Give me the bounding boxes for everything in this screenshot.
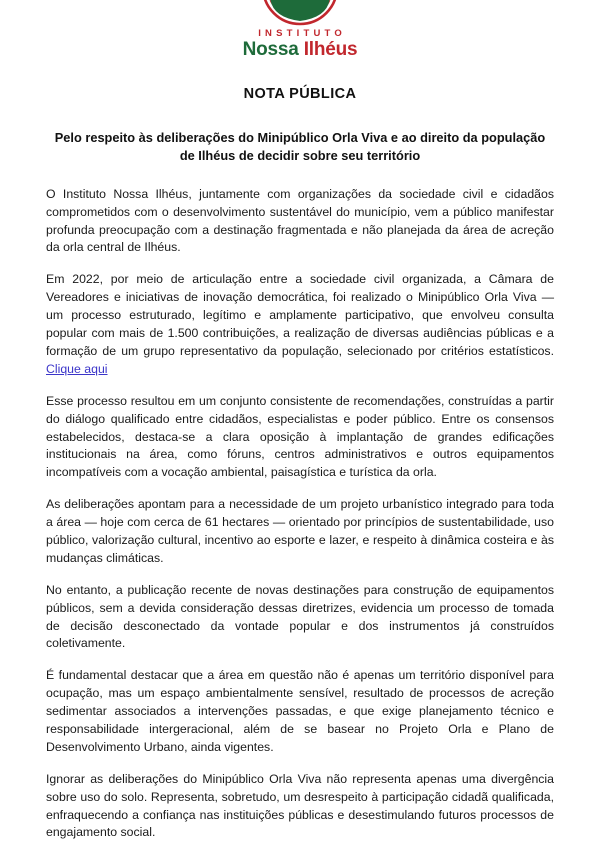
document-body [46,186,554,842]
document-page [0,86,600,842]
paragraph-7: Ignorar as deliberações do Minipúblico Orla Viva não representa apenas uma divergência sobre uso do solo. Representa, sobretudo, um desrespeito à participação cidadã qualificada, enfraquecendo a confiança nas instituições públicas e desestimulando futuros processos de engajamento social. [46,771,554,842]
logo-name [243,40,358,59]
logo [243,0,358,59]
page-title: NOTA PÚBLICA [46,86,554,102]
paragraph-1: O Instituto Nossa Ilhéus, juntamente com organizações da sociedade civil e cidadãos comprometidos com o desenvolvimento sustentável do município, vem a público manifestar profunda preocupação com a destinação fragmentada e não planejada da área de acreção da orla central de Ilhéus. [46,186,554,258]
paragraph-2 [46,271,554,378]
clique-aqui-link[interactable]: Clique aqui [46,362,108,376]
paragraph-5: No entanto, a publicação recente de novas destinações para construção de equipamentos públicos, sem a devida consideração dessas diretrizes, evidencia um processo de tomada de decisão desconectado da vontade popular e dos instrumentos já construídos coletivamente. [46,582,554,654]
document-subtitle: Pelo respeito às deliberações do Minipúblico Orla Viva e ao direito da população de Ilhéus de decidir sobre seu território [46,129,554,165]
instituto-nossa-ilheus-emblem-icon [260,0,340,27]
logo-name-second: Ilhéus [304,39,358,60]
paragraph-4: As deliberações apontam para a necessidade de um projeto urbanístico integrado para toda a área — hoje com cerca de 61 hectares — orientado por princípios de sustentabilidade, uso público, valorização cultural, incentivo ao esporte e lazer, e respeito à dinâmica costeira e às mudanças climáticas. [46,496,554,568]
paragraph-2-text: Em 2022, por meio de articulação entre a sociedade civil organizada, a Câmara de Vereadores e iniciativas de inovação democrática, foi realizado o Minipúblico Orla Viva — um processo estruturado, legítimo e amplamente participativo, que envolveu consulta popular com mais de 1.500 contribuições, a realização de diversas audiências públicas e a formação de um grupo representativo da população, selecionado por critérios estatísticos. [46,272,554,358]
logo-name-first: Nossa [243,39,299,60]
paragraph-3: Esse processo resultou em um conjunto consistente de recomendações, construídas a partir do diálogo qualificado entre cidadãos, especialistas e poder público. Entre os consensos estabelecidos, destaca-se a clara oposição à implantação de grandes edificações institucionais na área, como fóruns, centros administrativos e outros equipamentos incompatíveis com a vocação ambiental, paisagística e turística da orla. [46,393,554,482]
logo-instituto-word: INSTITUTO [254,29,346,39]
document-header [0,0,600,59]
paragraph-6: É fundamental destacar que a área em questão não é apenas um território disponível para ocupação, mas um espaço ambientalmente sensível, resultado de processos de acreção sedimentar associados a intervenções passadas, e que exige planejamento técnico e responsabilidade intergeracional, além de se basear no Projeto Orla e Plano de Desenvolvimento Urbano, ainda vigentes. [46,667,554,756]
